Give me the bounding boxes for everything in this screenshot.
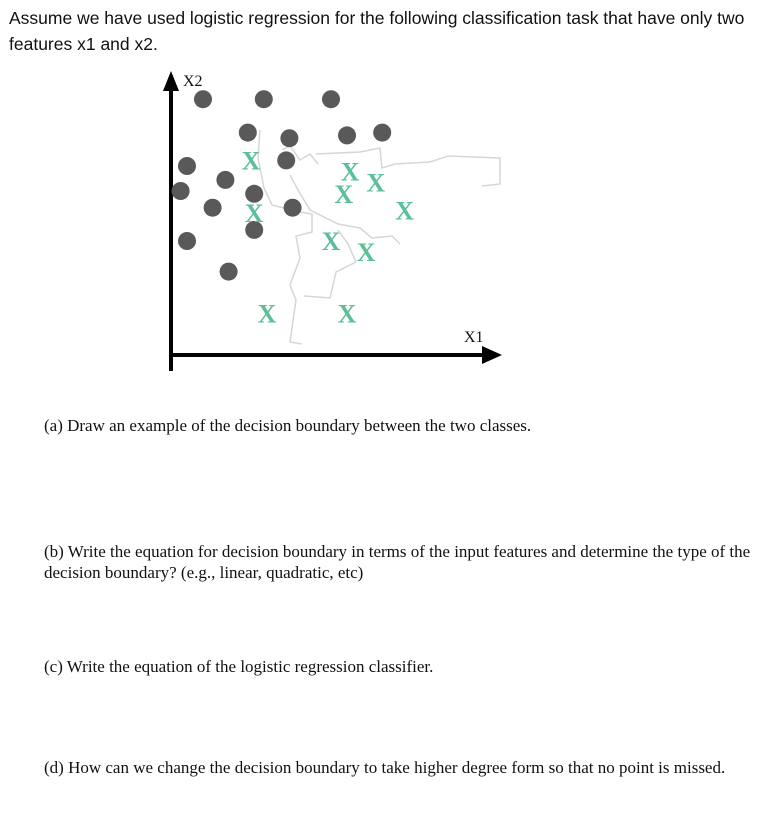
y-axis-arrowhead — [163, 71, 179, 91]
question-a: (a) Draw an example of the decision boundary between the two classes. — [44, 416, 532, 435]
circle-point-6 — [216, 171, 234, 189]
cross-point-2: X — [321, 227, 341, 256]
cross-point-3: X — [340, 157, 360, 187]
cross-point-0: X — [241, 146, 261, 176]
circle-point-7 — [204, 199, 222, 217]
cross-point-9: X — [337, 299, 357, 329]
circle-point-4 — [172, 182, 190, 200]
circle-point-0 — [194, 90, 212, 108]
circle-point-12 — [284, 199, 302, 217]
x1-axis-label: X1 — [464, 329, 484, 346]
circle-point-9 — [277, 151, 295, 169]
x2-axis-label: X2 — [183, 73, 203, 90]
circle-point-1 — [239, 124, 257, 142]
problem-intro: Assume we have used logistic regression for the following classification task that have only two features x1 and x2. — [9, 8, 745, 54]
circle-point-14 — [338, 126, 356, 144]
circle-point-15 — [373, 124, 391, 142]
cross-point-8: X — [257, 299, 277, 329]
cross-point-1: X — [244, 199, 264, 229]
question-c: (c) Write the equation of the logistic regression classifier. — [44, 657, 434, 676]
circle-point-13 — [322, 90, 340, 108]
scatter-plot — [0, 0, 769, 400]
cross-point-4: X — [334, 179, 354, 209]
question-d: (d) How can we change the decision boundary to take higher degree form so that no point is missed. — [44, 758, 726, 777]
cross-point-7: X — [356, 238, 376, 268]
cross-point-6: X — [395, 196, 414, 226]
circle-point-11 — [280, 129, 298, 147]
circle-point-3 — [178, 157, 196, 175]
circle-point-2 — [255, 90, 273, 108]
circle-point-16 — [220, 263, 238, 281]
question-b: (b) Write the equation for decision boundary in terms of the input features and determine the type of the decision boundary? (e.g., linear, quadratic, etc) — [44, 542, 751, 582]
circle-point-8 — [178, 232, 196, 250]
cross-point-5: X — [366, 168, 386, 198]
x-axis-arrowhead — [482, 346, 502, 364]
